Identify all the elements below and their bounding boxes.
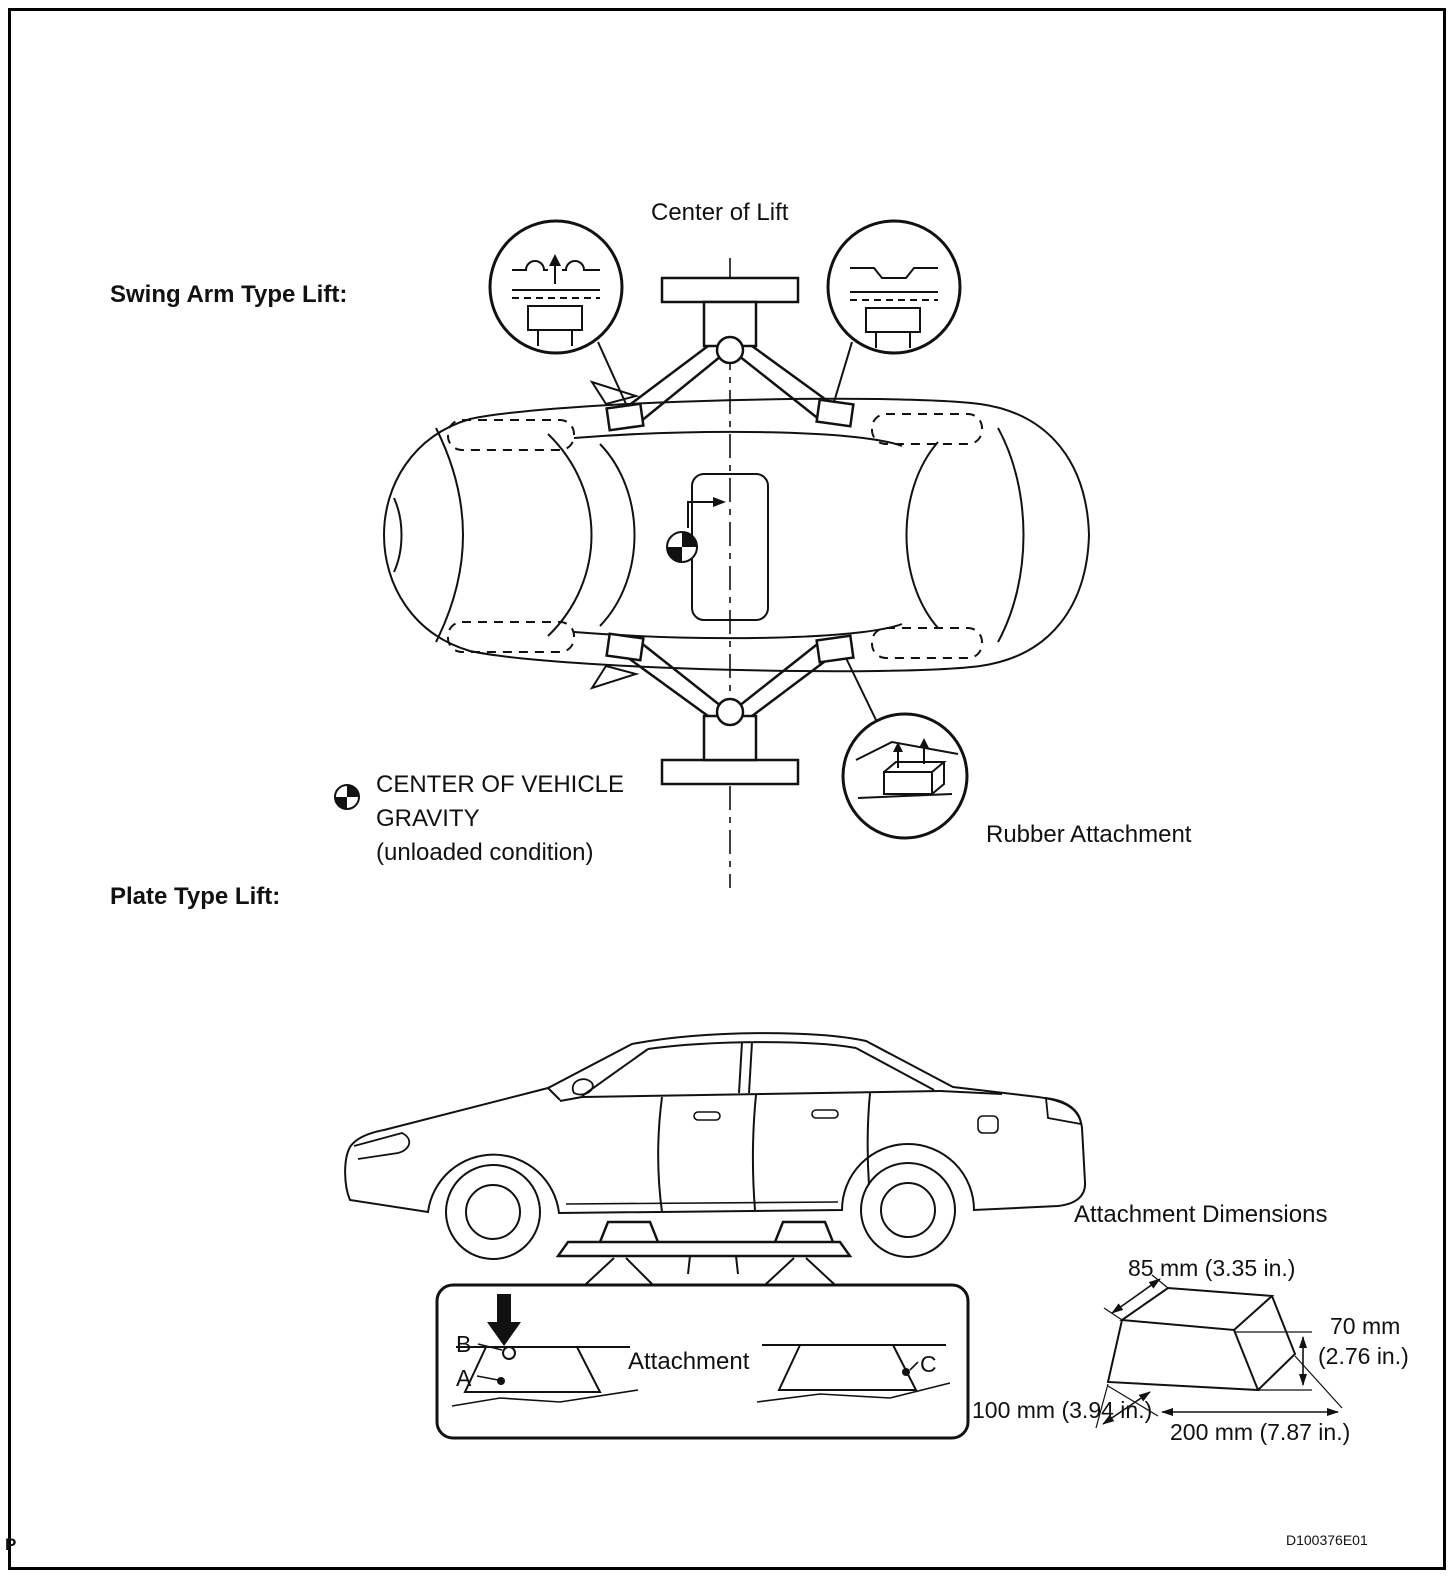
swing-arm-heading: Swing Arm Type Lift:	[110, 281, 348, 308]
dimension-top-depth: 85 mm (3.35 in.)	[1128, 1255, 1296, 1281]
footer-page-marker: P	[5, 1535, 17, 1554]
callout-front-pad	[490, 221, 626, 404]
dimension-height-line1: 70 mm	[1330, 1313, 1401, 1339]
figure-code: D100376E01	[1286, 1532, 1368, 1548]
point-b-label: B	[456, 1331, 472, 1357]
callout-rubber-attachment	[843, 658, 967, 838]
cog-legend-symbol	[335, 785, 359, 809]
callout-rear-pad	[828, 221, 960, 402]
center-of-lift-label: Center of Lift	[651, 199, 789, 226]
point-a-label: A	[456, 1365, 472, 1391]
attachment-label: Attachment	[628, 1348, 750, 1375]
top-view-car	[384, 382, 1089, 688]
plate-type-heading: Plate Type Lift:	[110, 883, 281, 910]
plate-lift	[558, 1222, 850, 1284]
cog-legend-line3: (unloaded condition)	[376, 839, 594, 866]
point-c-label: C	[920, 1351, 937, 1377]
rubber-attachment-label: Rubber Attachment	[986, 821, 1192, 848]
dimension-height-line2: (2.76 in.)	[1318, 1343, 1409, 1369]
cog-legend-line1: CENTER OF VEHICLE	[376, 771, 625, 798]
center-of-gravity-symbol	[667, 497, 726, 562]
attachment-dimensions-title: Attachment Dimensions	[1074, 1201, 1328, 1228]
side-view-car	[345, 1033, 1085, 1259]
dimension-bottom-depth: 100 mm (3.94 in.)	[972, 1397, 1153, 1423]
dimension-bottom-length: 200 mm (7.87 in.)	[1170, 1419, 1351, 1445]
cog-legend-line2: GRAVITY	[376, 805, 480, 832]
